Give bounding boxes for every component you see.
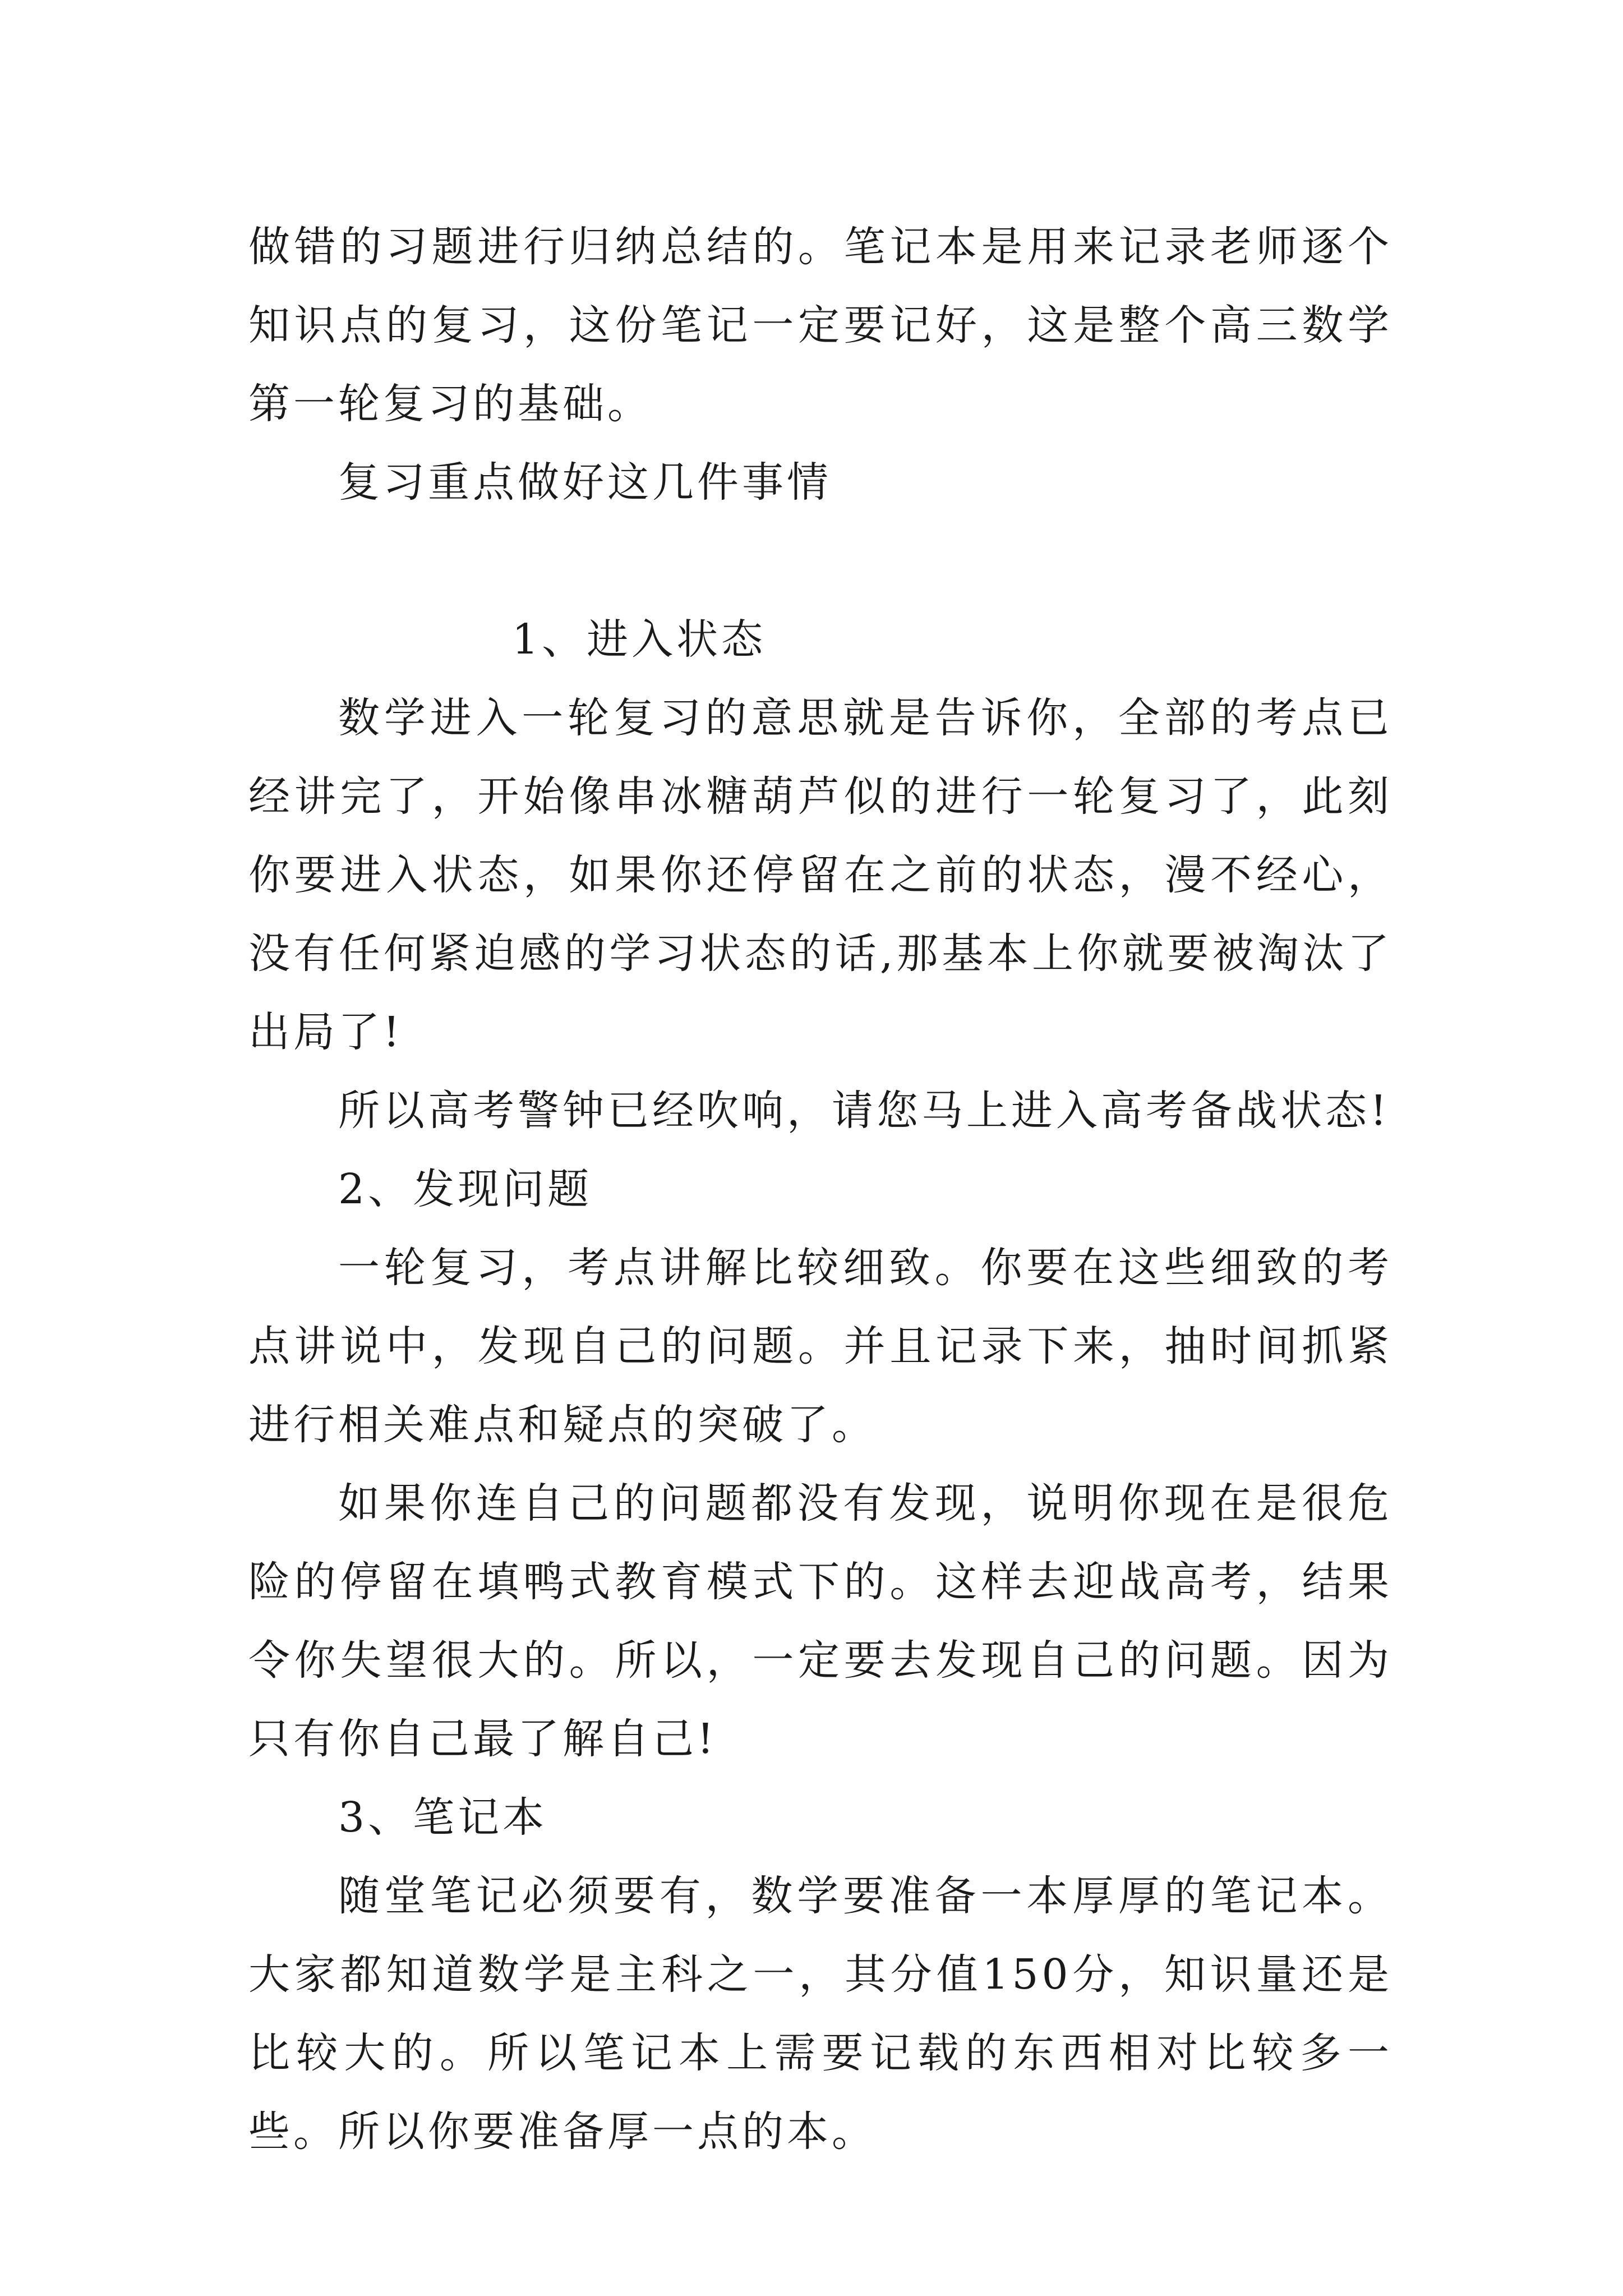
paragraph-self-awareness: 如果你连自己的问题都没有发现，说明你现在是很危险的停留在填鸭式教育模式下的。这样去迎战高考，结果令你失望很大的。所以，一定要去发现自己的问题。因为只有你自己最了解自己! <box>248 1479 1393 1763</box>
paragraph-exam-alarm: 所以高考警钟已经吹响，请您马上进入高考备战状态! <box>338 1087 1390 1135</box>
paragraph-find-problems: 一轮复习，考点讲解比较细致。你要在这些细致的考点讲说中，发现自己的问题。并且记录下来，抽时间抓紧进行相关难点和疑点的突破了。 <box>248 1244 1393 1449</box>
paragraph-enter-state: 数学进入一轮复习的意思就是告诉你，全部的考点已经讲完了，开始像串冰糖葫芦似的进行一轮复习了，此刻你要进入状态，如果你还停留在之前的状态，漫不经心，没有任何紧迫感的学习状态的话,那基本上你就要被淘汰了出局了! <box>248 694 1393 1056</box>
paragraph-notebook: 随堂笔记必须要有，数学要准备一本厚厚的笔记本。大家都知道数学是主科之一，其分值150分，知识量还是比较大的。所以笔记本上需要记载的东西相对比较多一些。所以你要准备厚一点的本。 <box>248 1872 1393 2156</box>
paragraph-continued: 做错的习题进行归纳总结的。笔记本是用来记录老师逐个知识点的复习，这份笔记一定要记好，这是整个高三数学第一轮复习的基础。 <box>248 223 1393 428</box>
section-intro: 复习重点做好这几件事情 <box>338 458 832 507</box>
heading-enter-state: 1、进入状态 <box>512 615 767 664</box>
heading-notebook: 3、笔记本 <box>338 1793 548 1842</box>
heading-find-problems: 2、发现问题 <box>338 1165 593 1213</box>
document-body <box>248 208 1393 2171</box>
